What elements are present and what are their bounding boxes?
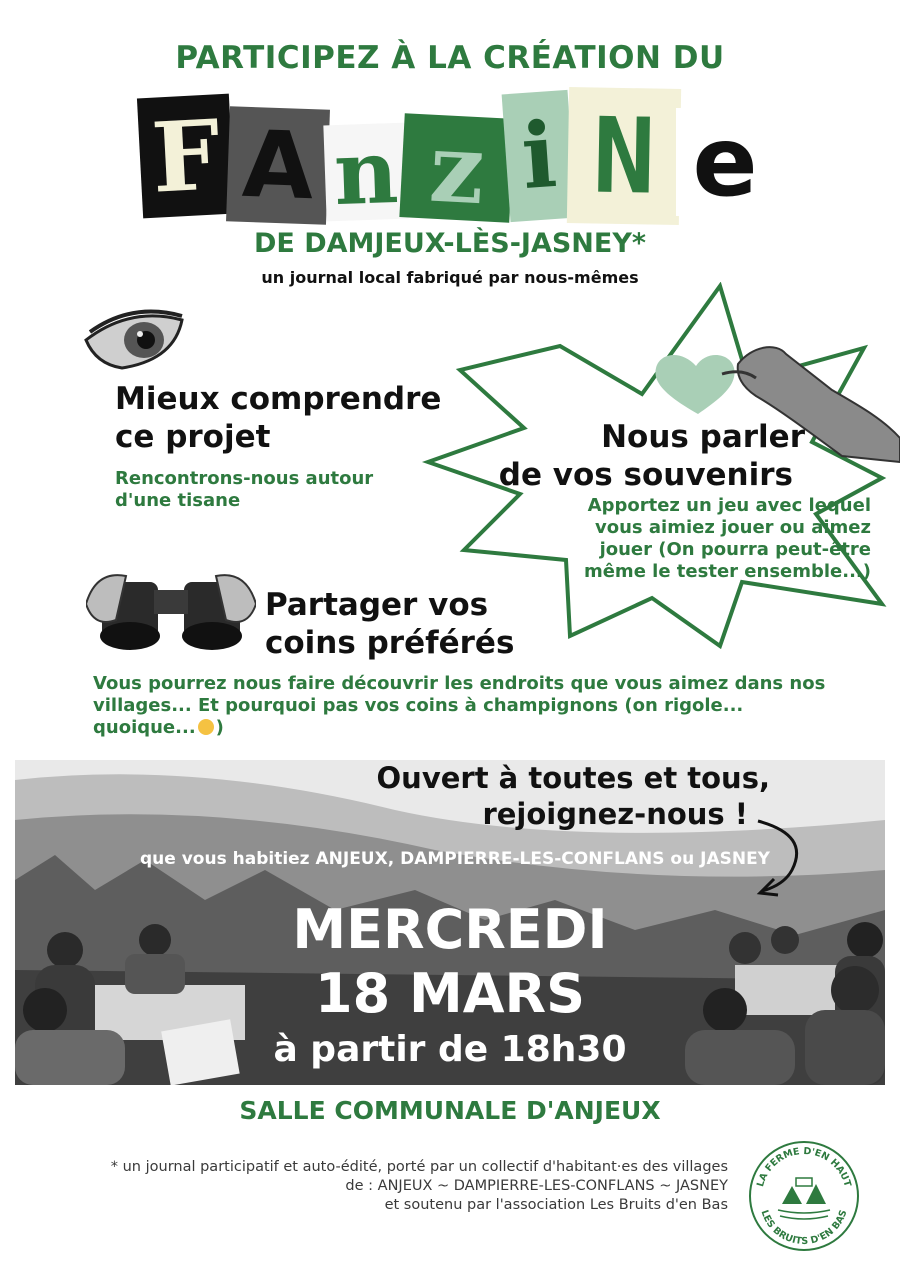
footer-note: * un journal participatif et auto-édité, porté par un collectif d'habitant·es des villages de : ANJEUX ~ DAMPIERRE-LES-CONFLANS ~ JASNEY et soutenu par l'association Les Bruits d'en Bas bbox=[110, 1159, 728, 1213]
top-heading: PARTICIPEZ À LA CRÉATION DU bbox=[175, 40, 725, 76]
event-time: à partir de 18h30 bbox=[273, 1029, 627, 1070]
event-date: 18 MARS bbox=[315, 962, 585, 1025]
association-logo bbox=[748, 1140, 860, 1252]
section2-body: Apportez un jeu avec lequel vous aimiez jouer ou aimez jouer (On pourra peut-être même le tester ensemble...) bbox=[583, 495, 871, 582]
fanzine-title bbox=[140, 88, 780, 228]
subtitle-place: DE DAMJEUX-LÈS-JASNEY* bbox=[253, 228, 647, 259]
eye-icon bbox=[82, 302, 187, 372]
event-day: MERCREDI bbox=[292, 898, 608, 961]
title-letter: A bbox=[226, 106, 330, 224]
title-letter: e bbox=[676, 108, 774, 216]
title-letter: F bbox=[137, 94, 235, 219]
section1-body: Rencontrons-nous autour d'une tisane bbox=[115, 468, 374, 511]
wink-emoji-icon bbox=[198, 719, 214, 735]
event-photo-background bbox=[15, 760, 885, 1085]
section3-heading: Partager vos coins préférés bbox=[265, 587, 515, 661]
svg-text:LES BRUITS D'EN BAS: LES BRUITS D'EN BAS bbox=[758, 1208, 850, 1248]
title-letter: N bbox=[567, 87, 681, 225]
open-message: Ouvert à toutes et tous, rejoignez-nous ! bbox=[376, 761, 770, 831]
section3-body: Vous pourrez nous faire découvrir les endroits que vous aimez dans nos villages... Et pourquoi pas vos coins à champignons (on rigole... quoique... ) bbox=[93, 673, 826, 738]
section2-heading: Nous parler de vos souvenirs bbox=[498, 419, 805, 493]
svg-text:LA FERME D'EN HAUT: LA FERME D'EN HAUT bbox=[755, 1145, 853, 1189]
section1-heading: Mieux comprendre ce projet bbox=[115, 381, 442, 455]
venue-name: SALLE COMMUNALE D'ANJEUX bbox=[239, 1096, 661, 1125]
title-letter: n bbox=[323, 123, 408, 222]
binoculars-icon bbox=[86, 560, 256, 658]
villages-line: que vous habitiez ANJEUX, DAMPIERRE-LES-CONFLANS ou JASNEY bbox=[140, 849, 770, 869]
subtitle-description: un journal local fabriqué par nous-mêmes bbox=[261, 268, 639, 287]
title-letter: z bbox=[399, 113, 514, 223]
title-letter: i bbox=[502, 90, 577, 222]
